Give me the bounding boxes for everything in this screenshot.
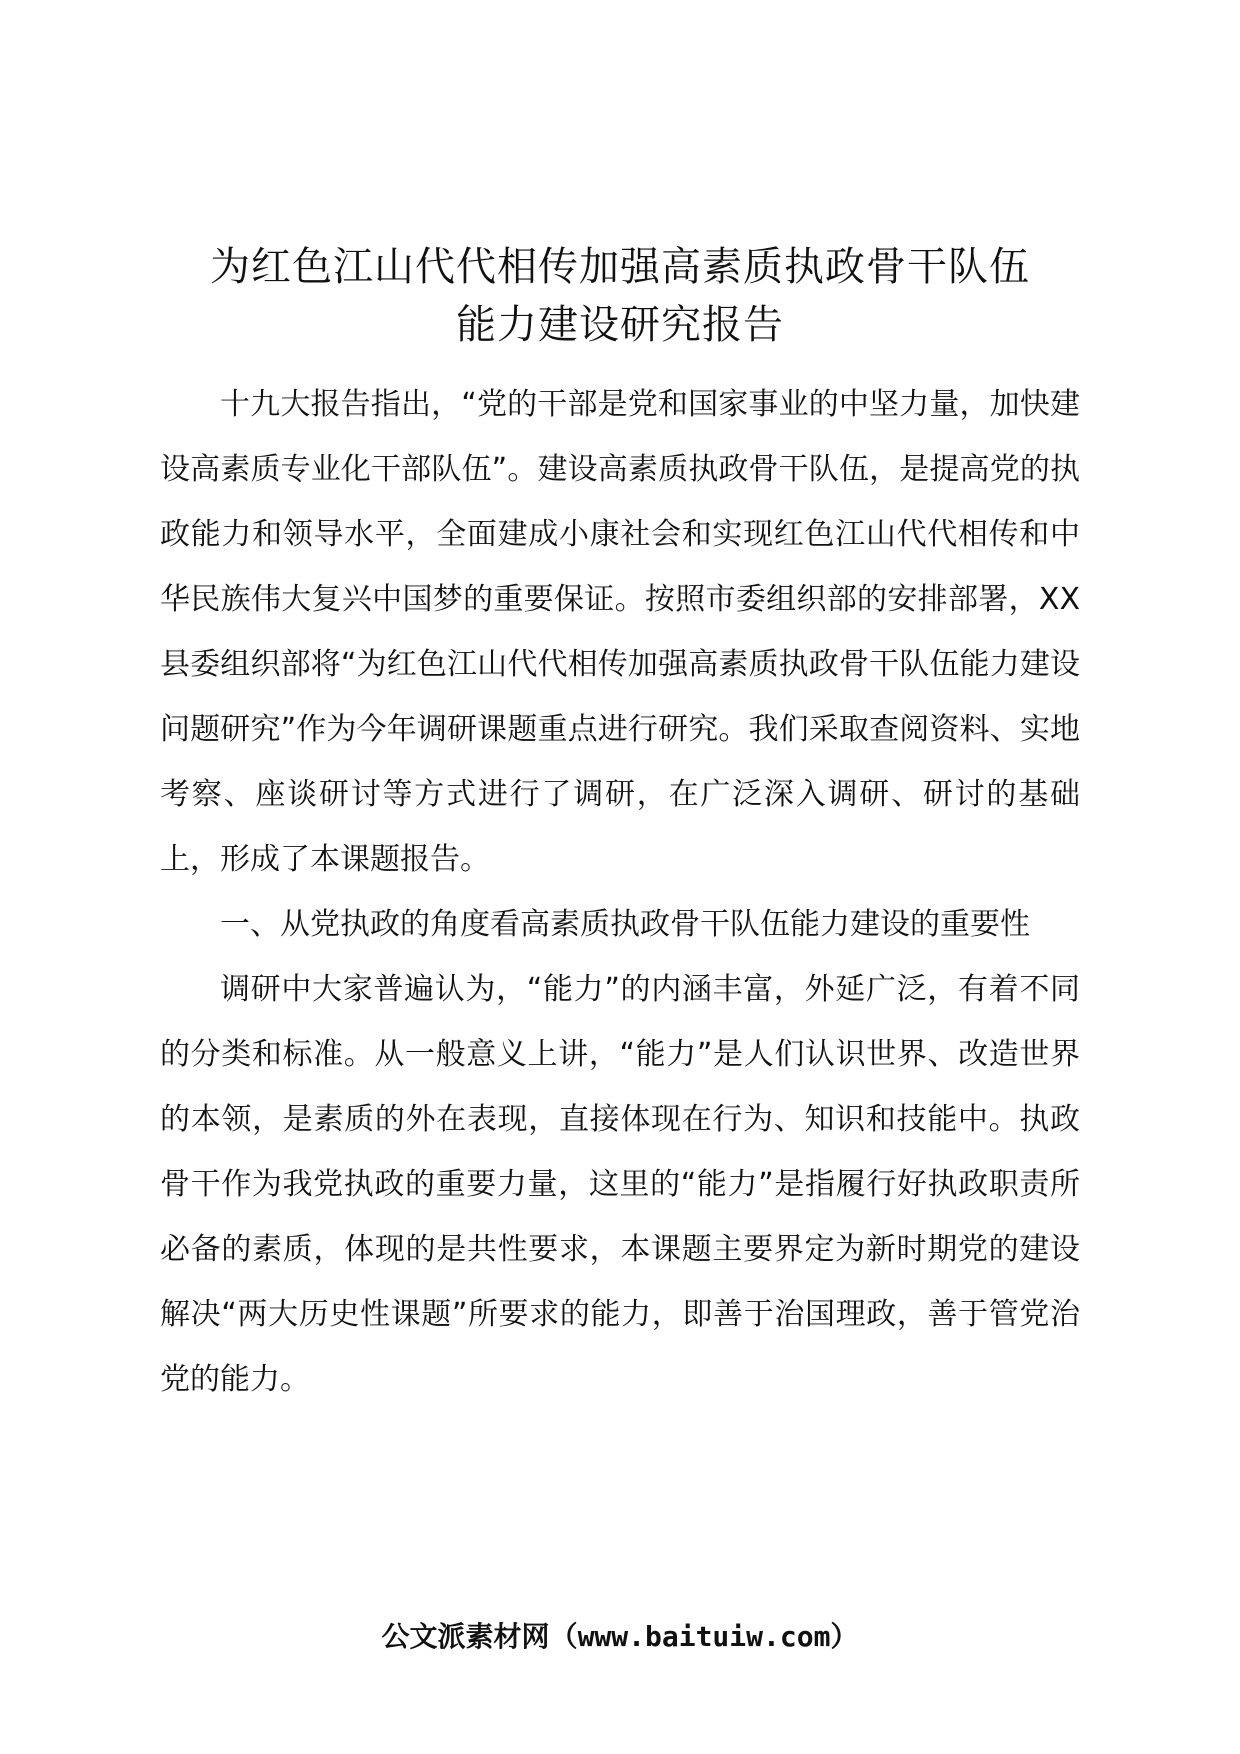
document-body [160, 372, 1080, 1412]
footer-site-name: 公文派素材网 [381, 1620, 550, 1653]
document-title [150, 238, 1090, 354]
body-paragraph-2: 调研中大家普遍认为，“能力”的内涵丰富，外延广泛，有着不同的分类和标准。从一般意义上讲，“能力”是人们认识世界、改造世界的本领，是素质的外在表现，直接体现在行为、知识和技能中。执政骨干作为我党执政的重要力量，这里的“能力”是指履行好执政职责所必备的素质，体现的是共性要求，本课题主要界定为新时期党的建设解决“两大历史性课题”所要求的能力，即善于治国理政，善于管党治党的能力。 [160, 972, 1080, 1397]
footer-watermark [150, 1615, 1090, 1655]
footer-url: （www.baituiw.com） [549, 1620, 859, 1653]
title-line-2: 能力建设研究报告 [456, 302, 784, 348]
intro-paragraph: 十九大报告指出，“党的干部是党和国家事业的中坚力量，加快建设高素质专业化干部队伍”。建设高素质执政骨干队伍，是提高党的执政能力和领导水平，全面建成小康社会和实现红色江山代代相传和中华民族伟大复兴中国梦的重要保证。按照市委组织部的安排部署，XX县委组织部将“为红色江山代代相传加强高素质执政骨干队伍能力建设问题研究”作为今年调研课题重点进行研究。我们采取查阅资料、实地考察、座谈研讨等方式进行了调研，在广泛深入调研、研讨的基础上，形成了本课题报告。 [160, 387, 1080, 877]
section-heading-1: 一、从党执政的角度看高素质执政骨干队伍能力建设的重要性 [220, 907, 1030, 942]
title-line-1: 为红色江山代代相传加强高素质执政骨干队伍 [210, 244, 1030, 290]
